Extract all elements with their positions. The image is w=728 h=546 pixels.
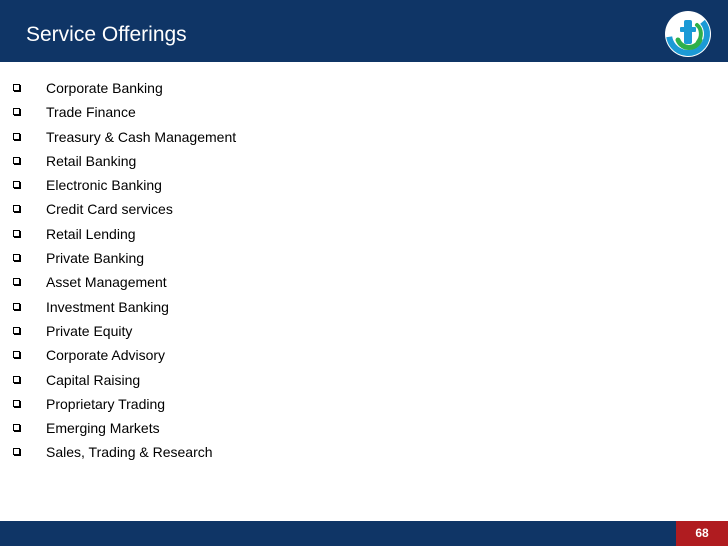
hollow-square-bullet-icon xyxy=(13,424,20,431)
service-item-label: Trade Finance xyxy=(46,104,136,121)
service-item-label: Capital Raising xyxy=(46,371,141,388)
hollow-square-bullet-icon xyxy=(13,448,20,455)
hollow-square-bullet-icon xyxy=(13,205,20,212)
service-item-label: Electronic Banking xyxy=(46,177,162,194)
hollow-square-bullet-icon xyxy=(13,351,20,358)
page-number: 68 xyxy=(676,521,728,546)
service-item-label: Treasury & Cash Management xyxy=(46,128,237,145)
hollow-square-bullet-icon xyxy=(13,84,20,91)
hollow-square-bullet-icon xyxy=(13,400,20,407)
hollow-square-bullet-icon xyxy=(13,133,20,140)
service-item-label: Private Banking xyxy=(46,250,145,267)
hollow-square-bullet-icon xyxy=(13,278,20,285)
service-item-label: Investment Banking xyxy=(46,298,169,315)
hollow-square-bullet-icon xyxy=(13,108,20,115)
service-item-label: Emerging Markets xyxy=(46,420,160,437)
service-item-label: Credit Card services xyxy=(46,201,173,218)
service-item-label: Corporate Banking xyxy=(46,80,163,96)
hollow-square-bullet-icon xyxy=(13,254,20,261)
header-bar xyxy=(0,0,728,62)
service-item-label: Retail Banking xyxy=(46,152,137,169)
service-item-label: Retail Lending xyxy=(46,225,136,242)
hollow-square-bullet-icon xyxy=(13,303,20,310)
service-item-label: Asset Management xyxy=(46,274,167,291)
hollow-square-bullet-icon xyxy=(13,376,20,383)
footer-bar xyxy=(0,521,728,546)
service-item-label: Corporate Advisory xyxy=(46,347,166,364)
hollow-square-bullet-icon xyxy=(13,181,20,188)
service-item-label: Private Equity xyxy=(46,322,133,339)
slide-title: Service Offerings xyxy=(26,23,187,46)
hollow-square-bullet-icon xyxy=(13,327,20,334)
service-item-label: Sales, Trading & Research xyxy=(46,444,213,461)
hollow-square-bullet-icon xyxy=(13,157,20,164)
citi-style-logo-icon xyxy=(664,10,712,58)
hollow-square-bullet-icon xyxy=(13,230,20,237)
service-item-label: Proprietary Trading xyxy=(46,395,166,412)
